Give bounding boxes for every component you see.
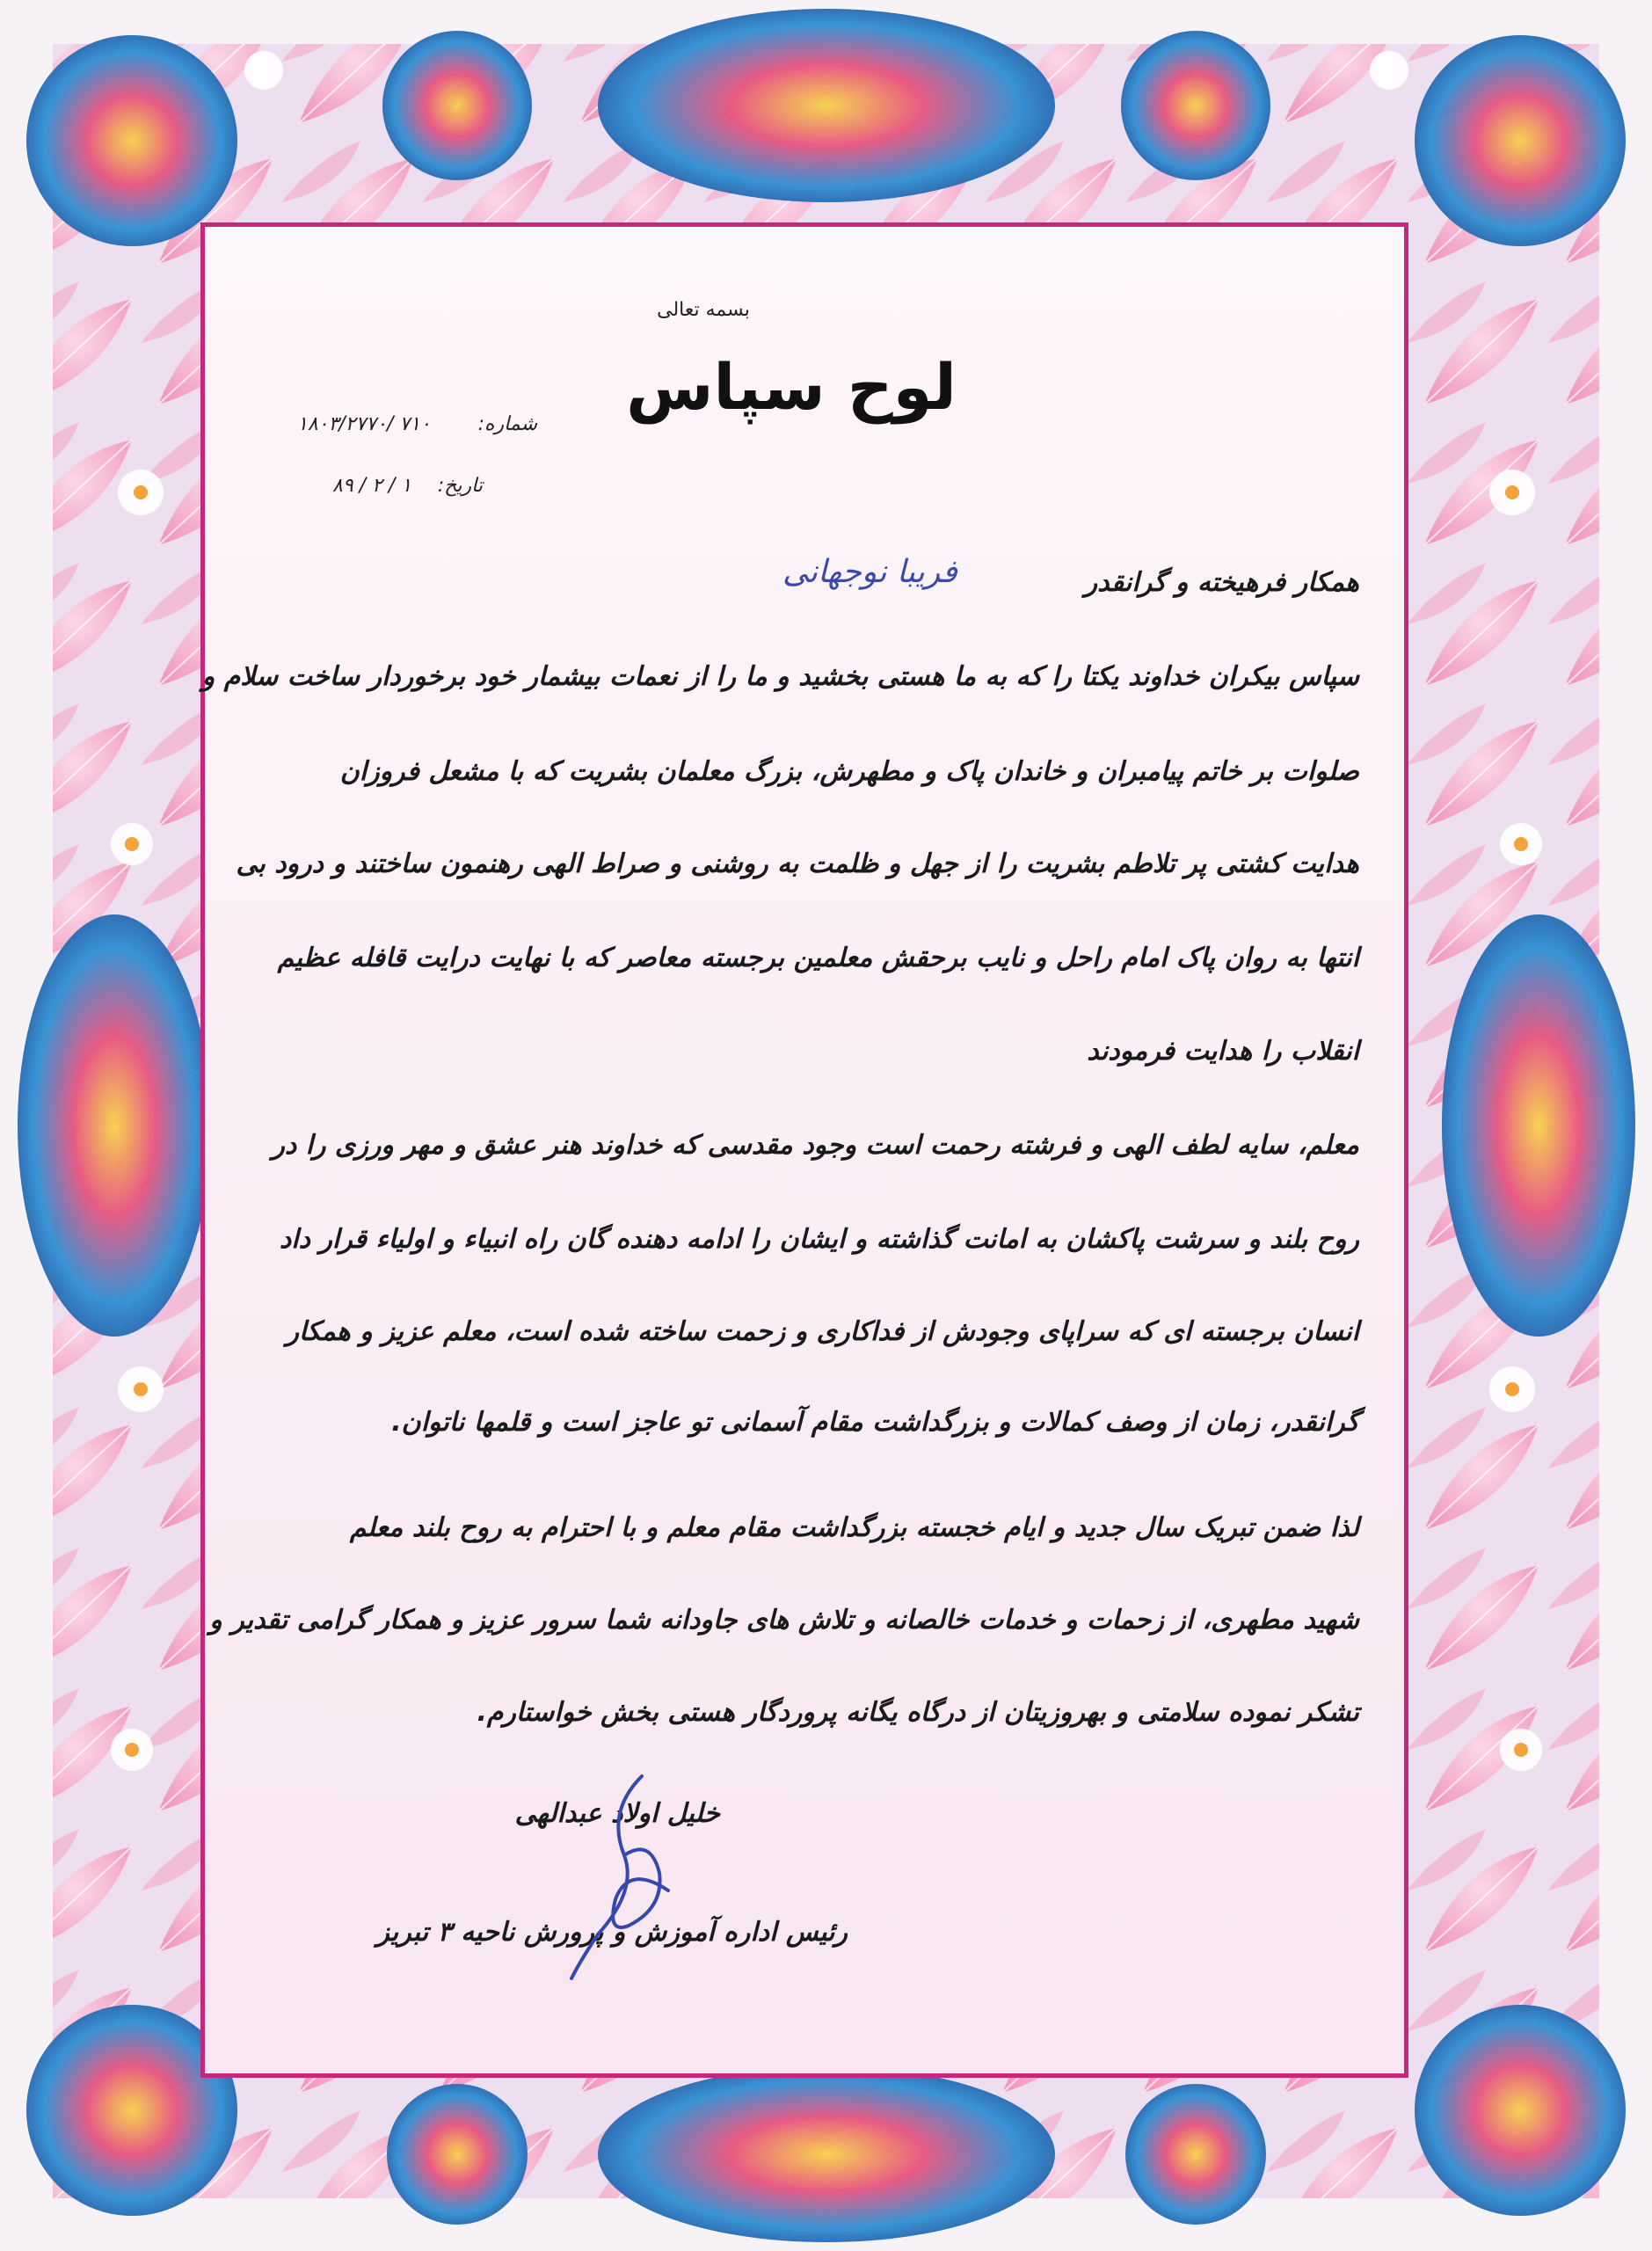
number-label: شماره: <box>477 413 537 435</box>
date-label: تاریخ: <box>437 475 483 497</box>
body-line: انسان برجسته ای که سراپای وجودش از فداکاری و زحمت ساخته شده است، معلم عزیز و همکار <box>286 1316 1359 1347</box>
body-line: شهید مطهری، از زحمات و خدمات خالصانه و تلاش های جاودانه شما سرور عزیز و همکار گرامی تقدیر و <box>209 1605 1359 1635</box>
body-line: هدایت کشتی پر تلاطم بشریت را از جهل و ظلمت به روشنی و صراط الهی رهنمون ساختند و درود بی <box>236 849 1359 879</box>
handwritten-signature <box>545 1759 695 1987</box>
body-line: انتها به روان پاک امام راحل و نایب برحقش معلمین برجسته معاصر که با نهایت درایت قافله عظیم <box>277 943 1359 973</box>
body-line: تشکر نموده سلامتی و بهروزیتان از درگاه یگانه پروردگار هستی بخش خواستارم. <box>477 1697 1359 1728</box>
salutation: همکار فرهیخته و گرانقدر <box>1084 567 1359 598</box>
signer-name: خلیل اولاد عبدالهی <box>514 1798 720 1829</box>
document-title: لوح سپاس <box>626 350 957 424</box>
signer-title: رئیس اداره آموزش و پرورش ناحیه ۳ تبریز <box>376 1917 848 1948</box>
body-line: لذا ضمن تبریک سال جدید و ایام خجسته بزرگداشت مقام معلم و با احترام به روح بلند معلم <box>349 1512 1359 1543</box>
date-value: ۸۹ / ۲ / ۱ <box>332 475 412 497</box>
number-value: ۱۸۰۳/۲۷۷۰/ ۷۱۰ <box>297 413 431 435</box>
body-line: سپاس بیکران خداوند یکتا را که به ما هستی بخشید و ما را از نعمات بیشمار خود برخوردار ساخت سلام و <box>201 661 1359 692</box>
body-line: انقلاب را هدایت فرمودند <box>1087 1036 1359 1067</box>
body-line: گرانقدر، زمان از وصف کمالات و بزرگداشت مقام آسمانی تو عاجز است و قلمها ناتوان. <box>391 1407 1359 1438</box>
body-line: صلوات بر خاتم پیامبران و خاندان پاک و مطهرش، بزرگ معلمان بشریت که با مشعل فروزان <box>339 756 1359 787</box>
body-line: روح بلند و سرشت پاکشان به امانت گذاشته و ایشان را ادامه دهنده گان راه انبیاء و اولیاء قرار داد <box>279 1224 1359 1255</box>
bismillah-heading: بسمه تعالی <box>657 299 750 321</box>
recipient-name: فریبا نوجهانی <box>782 554 957 590</box>
body-line: معلم، سایه لطف الهی و فرشته رحمت است وجود مقدسی که خداوند هنر عشق و مهر ورزی را در <box>272 1130 1359 1161</box>
